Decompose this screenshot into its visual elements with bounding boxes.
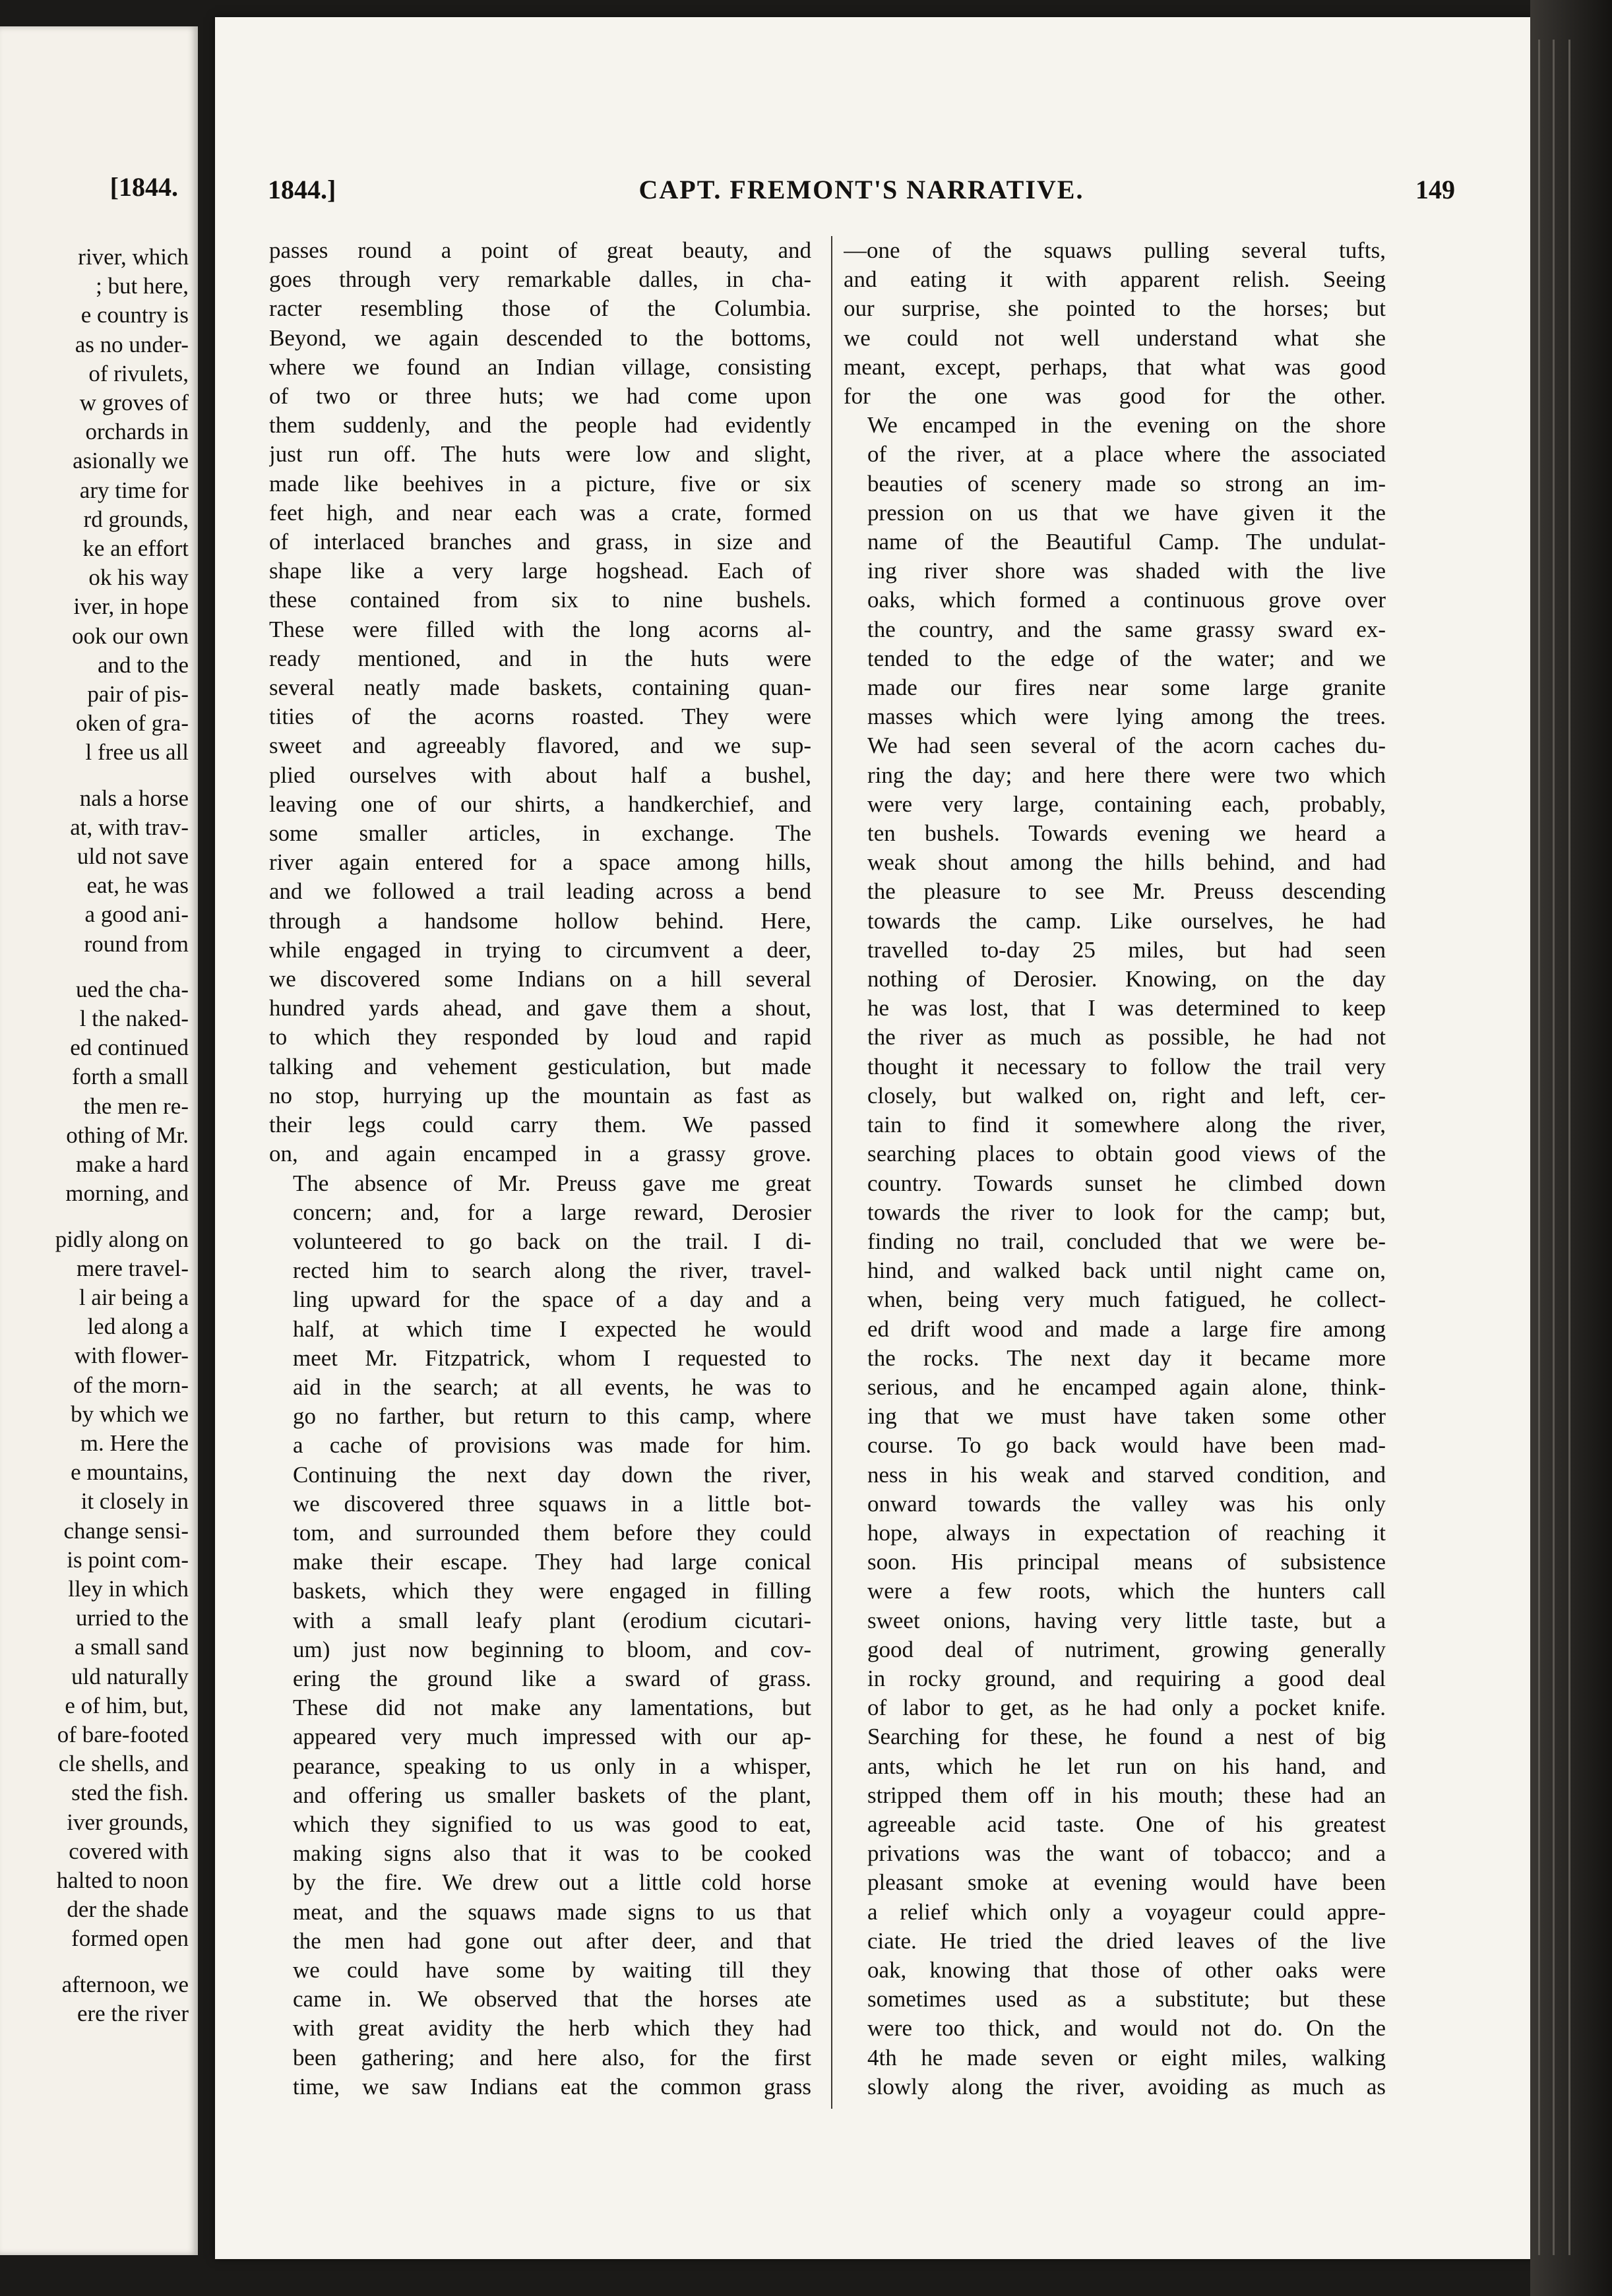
text-column-left — [269, 236, 811, 2101]
text-line: by which we — [71, 1401, 189, 1427]
text-line: and to the — [97, 651, 189, 678]
header-year: 1844.] — [268, 175, 336, 204]
text-line: stripped them off in his mouth; these had an — [867, 1782, 1386, 1808]
text-line: the men re- — [83, 1093, 189, 1119]
text-line: of two or three huts; we had come upon — [269, 383, 811, 409]
text-line: closely, but walked on, right and left, cer- — [867, 1082, 1386, 1108]
text-line: e country is — [80, 302, 189, 328]
text-line: searching places to obtain good views of the — [867, 1141, 1386, 1167]
text-line: river, which — [78, 244, 189, 270]
text-line: baskets, which they were engaged in filling — [293, 1578, 811, 1604]
text-line: goes through very remarkable dalles, in cha- — [269, 266, 811, 293]
text-line: a good ani- — [84, 901, 189, 928]
text-line: were very large, containing each, probably, — [867, 791, 1386, 817]
text-line: rd grounds, — [83, 506, 189, 532]
text-line: ness in his weak and starved condition, and — [867, 1461, 1386, 1488]
text-line: them suddenly, and the people had evidently — [269, 412, 811, 438]
text-line: sweet and agreeably flavored, and we sup- — [269, 733, 811, 759]
text-line: while engaged in trying to circumvent a deer, — [269, 936, 811, 963]
text-line: which they signified to us was good to eat, — [293, 1811, 811, 1837]
text-line: ed drift wood and made a large fire among — [867, 1315, 1386, 1342]
paragraph — [844, 236, 1386, 411]
text-line: racter resembling those of the Columbia. — [269, 295, 811, 322]
text-line: sometimes used as a substitute; but these — [867, 1986, 1386, 2012]
text-line: soon. His principal means of subsistence — [867, 1549, 1386, 1575]
text-line: 4th he made seven or eight miles, walking — [867, 2044, 1386, 2070]
text-line: ued the cha- — [75, 976, 189, 1002]
text-line: These were filled with the long acorns al- — [269, 616, 811, 642]
text-line: thought it necessary to follow the trail very — [867, 1053, 1386, 1079]
text-line: our surprise, she pointed to the horses; but — [844, 295, 1386, 322]
text-line: through a handsome hollow behind. Here, — [269, 907, 811, 934]
text-line: ering the ground like a sward of grass. — [293, 1665, 811, 1691]
text-line: travelled to-day 25 miles, but had seen — [867, 936, 1386, 963]
text-line: and offering us smaller baskets of the plant, — [293, 1782, 811, 1808]
text-line: onward towards the valley was his only — [867, 1490, 1386, 1517]
text-line: e of him, but, — [65, 1692, 189, 1718]
header-title: CAPT. FREMONT'S NARRATIVE. — [638, 175, 1084, 204]
facing-page-text — [0, 243, 189, 2028]
text-line: ants, which he let run on his hand, and — [867, 1753, 1386, 1779]
paragraph — [269, 1169, 811, 1461]
text-line: forth a small — [72, 1064, 189, 1090]
text-line: asionally we — [73, 448, 189, 474]
text-line: made like beehives in a picture, five or six — [269, 470, 811, 497]
text-line: halted to noon — [56, 1867, 189, 1893]
text-line: leaving one of our shirts, a handkerchief, and — [269, 791, 811, 817]
text-line: uld not save — [77, 843, 189, 870]
text-line: were too thick, and would not do. On the — [867, 2015, 1386, 2041]
text-line: ing that we must have taken some other — [867, 1403, 1386, 1430]
text-line: ing river shore was shaded with the live — [867, 558, 1386, 584]
text-line: by the fire. We drew out a little cold horse — [293, 1869, 811, 1896]
text-line: to which they responded by loud and rapid — [269, 1024, 811, 1050]
text-line: morning, and — [65, 1180, 189, 1207]
text-line: appeared very much impressed with our ap- — [293, 1724, 811, 1750]
text-line: were a few roots, which the hunters call — [867, 1578, 1386, 1604]
paragraph-gap — [0, 768, 189, 784]
text-line: round from — [84, 930, 189, 957]
text-line: We had seen several of the acorn caches du- — [867, 733, 1386, 759]
text-line: agreeable acid taste. One of his greatest — [867, 1811, 1386, 1837]
text-line: where we found an Indian village, consisting — [269, 353, 811, 380]
text-line: hope, always in expectation of reaching it — [867, 1519, 1386, 1546]
text-line: pression on us that we have given it the — [867, 499, 1386, 526]
text-line: ten bushels. Towards evening we heard a — [867, 820, 1386, 847]
text-line: tended to the edge of the water; and we — [867, 645, 1386, 671]
text-line: tain to find it somewhere along the river, — [867, 1112, 1386, 1138]
text-line: as no under- — [75, 331, 189, 357]
text-line: hind, and walked back until night came on, — [867, 1257, 1386, 1284]
text-line: finding no trail, concluded that we were be- — [867, 1228, 1386, 1254]
book-page — [215, 17, 1541, 2259]
text-line: for the one was good for the other. — [844, 383, 1386, 409]
text-line: rected him to search along the river, travel- — [293, 1257, 811, 1284]
text-line: orchards in — [85, 419, 189, 445]
text-line: formed open — [71, 1925, 189, 1952]
text-line: ok his way — [88, 564, 189, 591]
text-line: pidly along on — [55, 1226, 189, 1252]
text-line: is point com- — [67, 1546, 189, 1573]
text-line: go no farther, but return to this camp, where — [293, 1403, 811, 1430]
text-line: Searching for these, he found a nest of big — [867, 1724, 1386, 1750]
text-line: ke an effort — [82, 535, 189, 562]
text-line: we could have some by waiting till they — [293, 1956, 811, 1983]
text-line: of the morn- — [73, 1372, 189, 1398]
text-line: urried to the — [75, 1605, 189, 1631]
paragraph — [844, 411, 1386, 2101]
text-line: a cache of provisions was made for him. — [293, 1432, 811, 1459]
text-line: plied ourselves with about half a bushel, — [269, 762, 811, 788]
paragraph-gap — [0, 1954, 189, 1970]
text-line: and eating it with apparent relish. Seeing — [844, 266, 1386, 293]
text-line: mere travel- — [76, 1255, 189, 1281]
text-line: pair of pis- — [87, 681, 189, 708]
text-line: othing of Mr. — [66, 1122, 189, 1148]
text-line: serious, and he encamped again alone, think- — [867, 1374, 1386, 1400]
text-line: in rocky ground, and requiring a good deal — [867, 1665, 1386, 1691]
text-line: came in. We observed that the horses ate — [293, 1986, 811, 2012]
text-line: l the naked- — [79, 1006, 189, 1032]
text-line: sweet onions, having very little taste, but a — [867, 1607, 1386, 1633]
text-line: w groves of — [79, 390, 189, 416]
paragraph — [269, 236, 811, 1169]
text-line: ciate. He tried the dried leaves of the live — [867, 1927, 1386, 1954]
text-line: of the river, at a place where the associated — [867, 441, 1386, 468]
text-line: meant, except, perhaps, that what was good — [844, 353, 1386, 380]
text-line: and we followed a trail leading across a bend — [269, 878, 811, 905]
text-line: towards the river to look for the camp; but, — [867, 1199, 1386, 1225]
text-line: masses which were lying among the trees. — [867, 704, 1386, 730]
text-line: These did not make any lamentations, but — [293, 1695, 811, 1721]
text-line: their legs could carry them. We passed — [269, 1112, 811, 1138]
text-line: meat, and the squaws made signs to us that — [293, 1898, 811, 1925]
text-column-right — [844, 236, 1386, 2101]
text-line: l free us all — [85, 739, 189, 766]
text-line: been gathering; and here also, for the first — [293, 2044, 811, 2070]
column-divider — [831, 236, 832, 2109]
paragraph-gap — [0, 1209, 189, 1225]
text-line: the men had gone out after deer, and that — [293, 1927, 811, 1954]
text-line: hundred yards ahead, and gave them a shout, — [269, 995, 811, 1021]
text-line: talking and vehement gesticulation, but made — [269, 1053, 811, 1079]
text-line: aid in the search; at all events, he was to — [293, 1374, 811, 1400]
text-line: change sensi- — [63, 1517, 189, 1544]
text-line: with great avidity the herb which they had — [293, 2015, 811, 2041]
paragraph-gap — [0, 959, 189, 975]
text-line: The absence of Mr. Preuss gave me great — [293, 1170, 811, 1196]
text-line: We encamped in the evening on the shore — [867, 412, 1386, 438]
text-line: on, and again encamped in a grassy grove. — [269, 1141, 811, 1167]
text-line: time, we saw Indians eat the common grass — [293, 2073, 811, 2100]
text-line: the country, and the same grassy sward ex- — [867, 616, 1386, 642]
text-line: privations was the want of tobacco; and a — [867, 1840, 1386, 1867]
page-edge-line — [1538, 40, 1540, 2255]
text-line: um) just now beginning to bloom, and cov- — [293, 1636, 811, 1662]
text-line: nothing of Derosier. Knowing, on the day — [867, 966, 1386, 992]
page-number: 149 — [1415, 175, 1455, 204]
text-line: lley in which — [68, 1575, 189, 1602]
text-line: we discovered some Indians on a hill several — [269, 966, 811, 992]
text-line: we discovered three squaws in a little bot- — [293, 1490, 811, 1517]
text-line: ook our own — [72, 622, 189, 649]
text-line: name of the Beautiful Camp. The undulat- — [867, 529, 1386, 555]
text-line: of bare-footed — [57, 1721, 189, 1747]
text-line: feet high, and near each was a crate, formed — [269, 499, 811, 526]
text-line: ling upward for the space of a day and a — [293, 1286, 811, 1313]
text-line: no stop, hurrying up the mountain as fast as — [269, 1082, 811, 1108]
binding-edge — [1530, 0, 1612, 2296]
text-line: several neatly made baskets, containing quan- — [269, 675, 811, 701]
text-line: pearance, speaking to us only in a whisper, — [293, 1753, 811, 1779]
text-line: —one of the squaws pulling several tufts, — [844, 237, 1386, 263]
text-line: weak shout among the hills behind, and had — [867, 849, 1386, 876]
text-line: at, with trav- — [70, 814, 189, 840]
text-line: cle shells, and — [58, 1751, 189, 1777]
page-edge-line — [1568, 40, 1570, 2255]
text-line: of interlaced branches and grass, in size and — [269, 529, 811, 555]
text-line: m. Here the — [80, 1430, 189, 1456]
text-line: towards the camp. Like ourselves, he had — [867, 907, 1386, 934]
text-line: ed continued — [70, 1035, 189, 1061]
text-line: the river as much as possible, he had not — [867, 1024, 1386, 1050]
text-line: slowly along the river, avoiding as much as — [867, 2073, 1386, 2100]
text-line: the pleasure to see Mr. Preuss descending — [867, 878, 1386, 905]
text-line: Beyond, we again descended to the bottoms, — [269, 324, 811, 351]
text-line: river again entered for a space among hills, — [269, 849, 811, 876]
text-line: some smaller articles, in exchange. The — [269, 820, 811, 847]
text-line: these contained from six to nine bushels. — [269, 587, 811, 613]
text-line: make a hard — [75, 1151, 189, 1178]
text-line: iver, in hope — [73, 593, 189, 620]
text-line: a small sand — [74, 1634, 189, 1660]
text-line: pleasant smoke at evening would have been — [867, 1869, 1386, 1896]
text-line: we could not well understand what she — [844, 324, 1386, 351]
text-line: ring the day; and here there were two which — [867, 762, 1386, 788]
text-line: uld naturally — [71, 1663, 189, 1689]
text-line: of labor to get, as he had only a pocket knife. — [867, 1695, 1386, 1721]
text-line: tities of the acorns roasted. They were — [269, 704, 811, 730]
text-line: oaks, which formed a continuous grove over — [867, 587, 1386, 613]
text-line: concern; and, for a large reward, Derosier — [293, 1199, 811, 1225]
text-line: made our fires near some large granite — [867, 675, 1386, 701]
text-line: the rocks. The next day it became more — [867, 1344, 1386, 1371]
text-line: covered with — [69, 1838, 189, 1864]
text-line: make their escape. They had large conical — [293, 1549, 811, 1575]
text-line: when, being very much fatigued, he collect- — [867, 1286, 1386, 1313]
text-line: oak, knowing that those of other oaks were — [867, 1956, 1386, 1983]
text-line: with a small leafy plant (erodium cicutari- — [293, 1607, 811, 1633]
page-edge-line — [1553, 40, 1555, 2255]
text-line: meet Mr. Fitzpatrick, whom I requested to — [293, 1344, 811, 1371]
text-line: half, at which time I expected he would — [293, 1315, 811, 1342]
text-line: ; but here, — [96, 273, 189, 299]
text-line: ready mentioned, and in the huts were — [269, 645, 811, 671]
text-line: ary time for — [79, 477, 189, 503]
text-line: tom, and surrounded them before they could — [293, 1519, 811, 1546]
text-line: of rivulets, — [88, 360, 189, 386]
text-line: der the shade — [67, 1896, 189, 1923]
text-line: passes round a point of great beauty, and — [269, 237, 811, 263]
text-line: country. Towards sunset he climbed down — [867, 1170, 1386, 1196]
text-line: Continuing the next day down the river, — [293, 1461, 811, 1488]
text-line: eat, he was — [86, 872, 189, 899]
text-line: iver grounds, — [67, 1809, 189, 1835]
text-line: with flower- — [74, 1343, 189, 1369]
text-line: led along a — [87, 1314, 189, 1340]
text-line: oken of gra- — [75, 710, 189, 737]
text-line: beauties of scenery made so strong an im- — [867, 470, 1386, 497]
text-line: afternoon, we — [61, 1971, 189, 1997]
facing-page-header: [1844. — [109, 172, 178, 202]
text-line: just run off. The huts were low and slight, — [269, 441, 811, 468]
text-line: e mountains, — [71, 1459, 189, 1486]
text-line: l air being a — [78, 1284, 189, 1310]
text-line: nals a horse — [79, 785, 189, 811]
facing-page-left — [0, 26, 198, 2255]
text-line: good deal of nutriment, growing generally — [867, 1636, 1386, 1662]
text-line: shape like a very large hogshead. Each of — [269, 558, 811, 584]
text-line: ere the river — [77, 2000, 189, 2026]
paragraph — [269, 1461, 811, 2101]
text-line: he was lost, that I was determined to keep — [867, 995, 1386, 1021]
running-header — [268, 174, 1455, 214]
text-line: making signs also that it was to be cooked — [293, 1840, 811, 1867]
text-line: a relief which only a voyageur could appre- — [867, 1898, 1386, 1925]
text-line: it closely in — [80, 1488, 189, 1515]
text-line: volunteered to go back on the trail. I di- — [293, 1228, 811, 1254]
text-line: sted the fish. — [71, 1780, 189, 1806]
text-line: course. To go back would have been mad- — [867, 1432, 1386, 1459]
